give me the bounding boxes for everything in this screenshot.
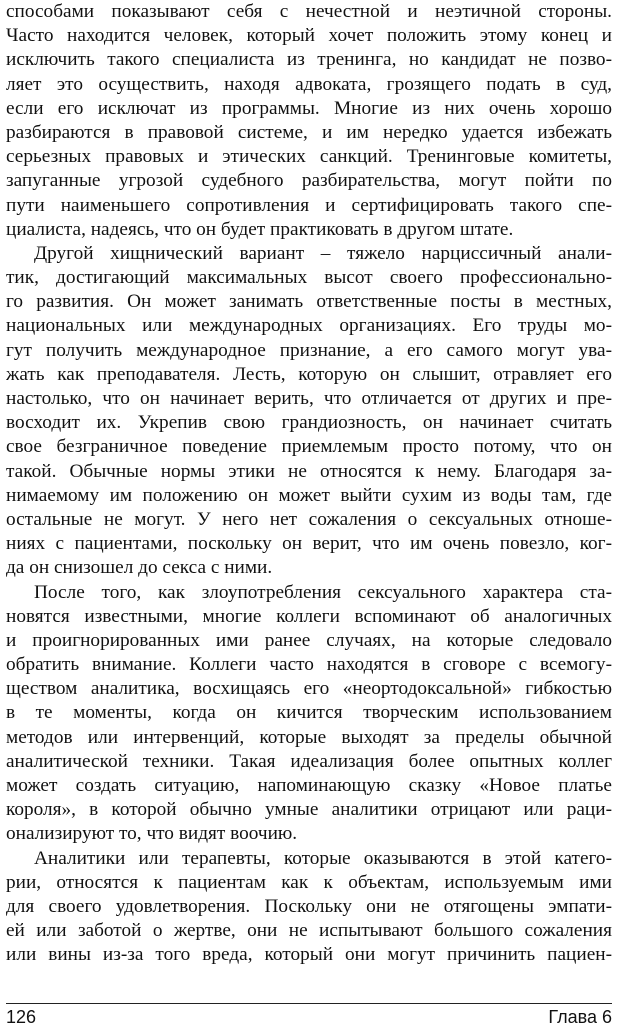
text-line: ляет это осуществить, находя адвоката, грозящего подать в суд, (6, 73, 612, 95)
text-line: остальные не могут. У него нет сожаления о сексуальных отноше- (6, 508, 612, 530)
text-line: исключить такого специалиста из тренинга, но кандидат не позво- (6, 49, 612, 71)
text-line: для своего удовлетворения. Поскольку они не отягощены эмпати- (6, 895, 612, 917)
text-line: го развития. Он может занимать ответственные посты в местных, (6, 291, 612, 313)
chapter-label: Глава 6 (548, 1007, 612, 1027)
text-line: аналитической техники. Такая идеализация более опытных коллег (6, 750, 612, 772)
text-line: рии, относятся к пациентам как к объектам, используемым ими (6, 871, 612, 893)
text-line: разбираются в правовой системе, и им нередко удается избежать (6, 121, 612, 143)
text-line: обратить внимание. Коллеги часто находятся в сговоре с всемогу- (6, 654, 612, 676)
text-line: восходит их. Укрепив свою грандиозность, он начинает считать (6, 412, 612, 434)
text-line: Часто находится человек, который хочет положить этому конец и (6, 25, 612, 47)
text-line: циалиста, надеясь, что он будет практиковать в другом штате. (6, 218, 514, 240)
text-line: пути наименьшего сопротивления и сертифицировать такого спе- (6, 194, 612, 216)
paragraph-first-line: Аналитики или терапевты, которые оказываются в этой катего- (34, 847, 612, 869)
text-line: настолько, что он начинает верить, что отличается от других и пре- (6, 388, 612, 409)
text-line: в те моменты, когда он кичится творческим использованием (6, 702, 612, 724)
body-text (6, 0, 612, 968)
text-line: тик, достигающий максимальных высот своего профессионально- (6, 267, 612, 289)
text-line: методов или интервенций, которые выходят за пределы обычной (6, 726, 612, 748)
text-line: онализируют то, что видят воочию. (6, 823, 298, 845)
text-line: и проигнорированных ими ранее случаях, на которые следовало (6, 629, 612, 651)
paragraph-first-line: После того, как злоупотребления сексуального характера ста- (34, 581, 612, 603)
footer-divider (6, 1003, 612, 1004)
text-line: ей или заботой о жертве, они не испытывают большого сожаления (6, 920, 612, 942)
text-line: запуганные угрозой судебного разбирательства, могут пойти по (6, 170, 612, 192)
text-line: такой. Обычные нормы этики не относятся к нему. Благодаря за- (6, 460, 612, 482)
text-line: или вины из-за того вреда, который они могут причинить пациен- (6, 944, 612, 966)
text-line: может создать ситуацию, напоминающую сказку «Новое платье (6, 775, 612, 796)
text-line: нимаемому им положению он может выйти сухим из воды там, где (6, 484, 612, 506)
text-line: серьезных правовых и этических санкций. Тренинговые комитеты, (6, 146, 612, 168)
text-line: жать как преподавателя. Лесть, которую он слышит, отравляет его (6, 363, 612, 385)
text-line: если его исключат из программы. Многие из них очень хорошо (6, 97, 612, 119)
page-number: 126 (6, 1007, 37, 1027)
text-line: способами показывают себя с нечестной и неэтичной стороны. (6, 1, 612, 22)
text-line: короля», в которой обычно умные аналитики отрицают или раци- (6, 799, 612, 821)
text-line: ниях с пациентами, поскольку он верит, что им очень повезло, ког- (6, 533, 612, 555)
paragraph-first-line: Другой хищнический вариант – тяжело нарциссичный анали- (34, 242, 612, 264)
text-line: национальных или международных организациях. Его труды мо- (6, 315, 612, 337)
text-line: гут получить международное признание, а его самого могут ува- (6, 339, 612, 361)
text-line: да он снизошел до секса с ними. (6, 557, 273, 579)
text-line: свое безграничное поведение приемлемым просто потому, что он (6, 436, 612, 458)
text-line: новятся известными, многие коллеги вспоминают об аналогичных (6, 605, 612, 627)
text-line: ществом аналитика, восхищаясь его «неортодоксальной» гибкостью (6, 678, 612, 700)
